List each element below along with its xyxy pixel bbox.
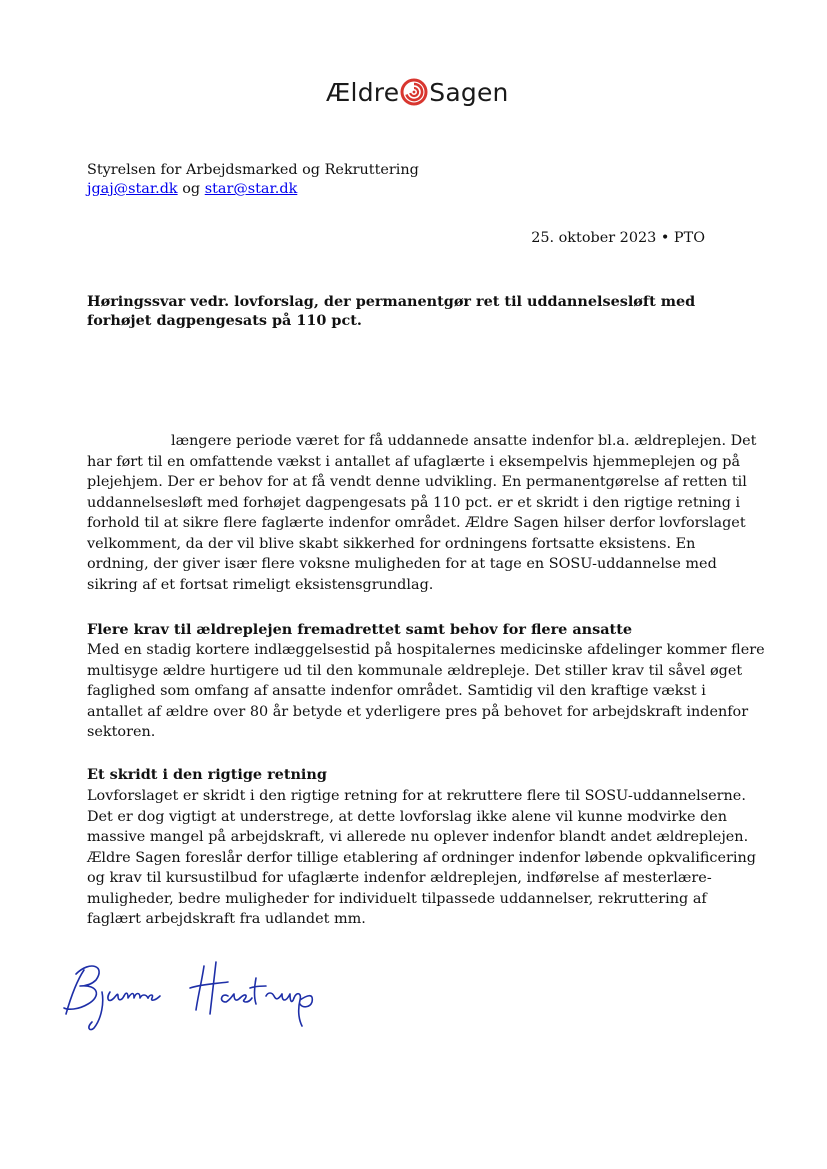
- paragraph-line: Det er dog vigtigt at understrege, at dette lovforslag ikke alene vil kunne modvirke den: [87, 808, 728, 825]
- letter-title: [87, 292, 727, 330]
- paragraph-line: sikring af et fortsat rimeligt eksistensgrundlag.: [87, 576, 434, 593]
- swirl-logo-icon: [400, 78, 428, 106]
- title-line-1: Høringssvar vedr. lovforslag, der permanentgør ret til uddannelsesløft med: [87, 293, 696, 310]
- paragraph-line: og krav til kursustilbud for ufaglærte indenfor ældreplejen, indførelse af mesterlære-: [87, 870, 712, 886]
- paragraph-line: multisyge ældre hurtigere ud til den kommunale ældrepleje. Det stiller krav til såvel øget: [87, 662, 743, 679]
- paragraph-line: massive mangel på arbejdskraft, vi allerede nu oplever indenfor blandt andet ældreplejen.: [87, 829, 749, 845]
- paragraph-line: velkomment, da der vil blive skabt sikkerhed for ordningens fortsatte eksistens. En: [87, 535, 696, 552]
- date-line: 25. oktober 2023 • PTO: [531, 230, 705, 246]
- paragraph-line: plejehjem. Der er behov for at få vendt denne udvikling. En permanentgørelse af retten til: [87, 474, 747, 490]
- email-link-jgaj[interactable]: jgaj@star.dk: [87, 181, 178, 197]
- paragraph-line: Ældre Sagen foreslår derfor tillige etablering af ordninger indenfor løbende opkvalificering: [87, 849, 756, 866]
- email-connector: og: [182, 181, 201, 197]
- intro-paragraph: [87, 431, 757, 595]
- email-link-star[interactable]: star@star.dk: [204, 181, 298, 197]
- aeldre-sagen-logo: [326, 72, 509, 112]
- paragraph-line: muligheder, bedre muligheder for individuelt tilpassede uddannelser, rekruttering af: [87, 890, 707, 907]
- section-paragraph-right-direction: [87, 786, 756, 930]
- paragraph-line: ordning, der giver især flere voksne muligheden for at tage en SOSU-uddannelse med: [87, 556, 717, 572]
- paragraph-line: sektoren.: [87, 724, 156, 740]
- recipient-organisation: Styrelsen for Arbejdsmarked og Rekruttering: [87, 162, 419, 178]
- paragraph-line: har ført til en omfattende vækst i antallet af ufaglærte i eksempelvis hjemmeplejen og på: [87, 453, 741, 470]
- paragraph-line: faglært arbejdskraft fra udlandet mm.: [87, 911, 366, 927]
- title-line-2: forhøjet dagpengesats på 110 pct.: [87, 312, 362, 329]
- section-paragraph-demands: [87, 640, 765, 743]
- section-heading-right-direction: Et skridt i den rigtige retning: [87, 766, 327, 783]
- paragraph-line: uddannelsesløft med forhøjet dagpengesats på 110 pct. er et skridt i den rigtige retning i: [87, 494, 741, 511]
- paragraph-line: længere periode været for få uddannede ansatte indenfor bl.a. ældreplejen. Det: [171, 433, 757, 449]
- paragraph-line: Lovforslaget er skridt i den rigtige retning for at rekruttere flere til SOSU-uddannelserne.: [87, 788, 746, 804]
- handwritten-signature: [62, 952, 322, 1032]
- recipient-emails: [87, 180, 419, 199]
- paragraph-line: forhold til at sikre flere faglærte indenfor området. Ældre Sagen hilser derfor lovforslaget: [87, 515, 746, 531]
- section-heading-demands: Flere krav til ældreplejen fremadrettet samt behov for flere ansatte: [87, 621, 633, 638]
- paragraph-line: faglighed som omfang af ansatte indenfor området. Samtidig vil den kraftige vækst i: [87, 683, 706, 699]
- paragraph-line: Med en stadig kortere indlæggelsestid på hospitalernes medicinske afdelinger kommer flere: [87, 642, 765, 658]
- recipient-block: [87, 161, 419, 199]
- paragraph-line: antallet af ældre over 80 år betyde et yderligere pres på behovet for arbejdskraft indenfor: [87, 703, 749, 720]
- logo-text-part2: Sagen: [429, 77, 509, 107]
- logo-text-part1: Ældre: [326, 77, 400, 107]
